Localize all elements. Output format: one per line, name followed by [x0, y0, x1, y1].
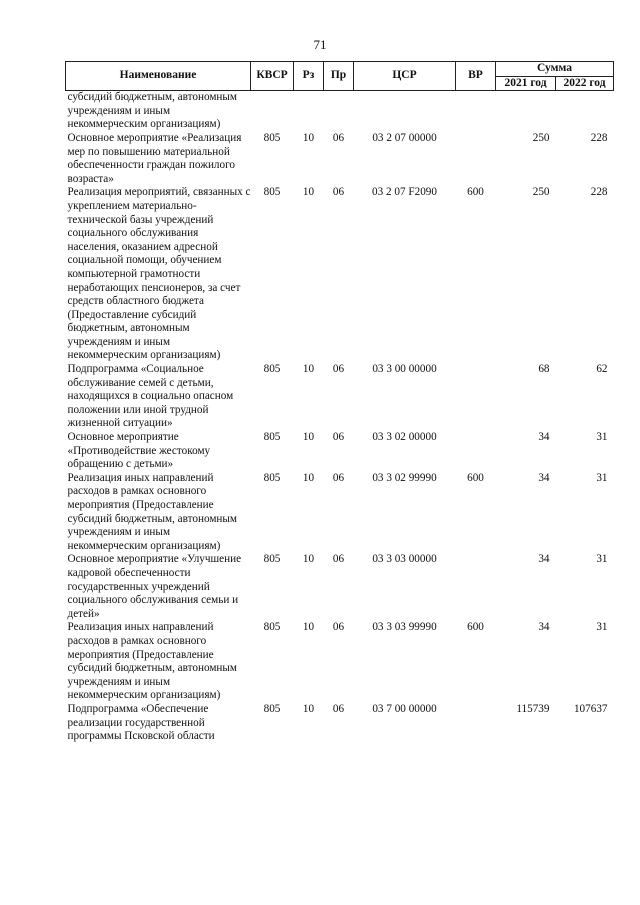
row-kvsr: 805: [263, 186, 281, 199]
header-name: Наименование: [66, 62, 251, 91]
row-pr: 06: [332, 431, 345, 444]
row-sum-2022: 31: [596, 553, 608, 566]
row-rz: 10: [302, 621, 315, 634]
row-csr: [354, 91, 456, 132]
row-name: Реализация иных направлений расходов в рамках основного мероприятия (Предоставление субсидий бюджетным, автономным учреждениям и иным некоммерческим организациям): [67, 621, 237, 702]
table-row: [66, 472, 614, 554]
row-sum-2022: 31: [596, 431, 608, 444]
row-rz: 10: [302, 363, 315, 376]
row-sum-2021: 115739: [516, 702, 550, 715]
row-csr: 03 3 02 00000: [372, 431, 437, 444]
row-sum-2021: 34: [538, 471, 550, 484]
row-pr: 06: [332, 131, 345, 144]
row-pr: 06: [332, 702, 345, 715]
row-sum-2021: 68: [538, 363, 550, 376]
table-row: [66, 621, 614, 703]
row-vr: [456, 703, 496, 744]
row-name: Основное мероприятие «Улучшение кадровой обеспеченности государственных учреждений социального обслуживания семьи и детей»: [67, 553, 242, 620]
row-vr: [456, 553, 496, 621]
row-csr: 03 3 03 00000: [372, 553, 437, 566]
row-name: Подпрограмма «Социальное обслуживание семей с детьми, находящихся в социально опасном положении или иной трудной жизненной ситуации»: [67, 363, 234, 430]
row-pr: 06: [332, 621, 345, 634]
row-sum-2022: 228: [590, 186, 608, 199]
budget-table: [65, 61, 614, 744]
row-rz: 10: [302, 702, 315, 715]
row-name: Основное мероприятие «Реализация мер по повышению материальной обеспеченности граждан пожилого возраста»: [67, 131, 242, 185]
row-csr: 03 2 07 00000: [372, 131, 437, 144]
row-name: Подпрограмма «Обеспечение реализации государственной программы Псковской области: [67, 702, 215, 743]
row-pr: 06: [332, 363, 345, 376]
row-kvsr: 805: [263, 431, 281, 444]
row-sum-2022: 107637: [573, 702, 608, 715]
row-csr: 03 7 00 00000: [372, 702, 437, 715]
header-pr: Пр: [324, 62, 354, 91]
row-csr: 03 3 02 99990: [372, 471, 437, 484]
header-kvsr: КВСР: [251, 62, 294, 91]
row-kvsr: 805: [263, 131, 281, 144]
header-2021: 2021 год: [496, 76, 556, 91]
row-sum-2021: 250: [532, 131, 550, 144]
row-rz: 10: [302, 471, 315, 484]
row-sum-2022: 31: [596, 621, 608, 634]
row-kvsr: 805: [263, 553, 281, 566]
row-sum-2022: 31: [596, 471, 608, 484]
row-sum-2021: 250: [532, 186, 550, 199]
row-rz: 10: [302, 131, 315, 144]
table-row: [66, 363, 614, 431]
row-csr: 03 3 00 00000: [372, 363, 437, 376]
row-name: Реализация иных направлений расходов в рамках основного мероприятия (Предоставление субсидий бюджетным, автономным учреждениям и иным некоммерческим организациям): [67, 471, 237, 552]
row-pr: 06: [332, 471, 345, 484]
row-vr: [456, 431, 496, 472]
row-sum-2022: [556, 91, 614, 132]
row-csr: 03 3 03 99990: [372, 621, 437, 634]
row-pr: 06: [332, 186, 345, 199]
row-rz: 10: [302, 186, 315, 199]
row-pr: [324, 91, 354, 132]
row-name: Реализация мероприятий, связанных с укреплением материально-технической базы учреждений социального обслуживания населения, оказанием адресной социальной помощи, обучением компьютерной грамотности неработающих пенсионеров, за счет средств областного бюджета (Предоставление субсидий бюджетным, автономным учреждениям и иным некоммерческим организациям): [67, 186, 251, 362]
row-kvsr: 805: [263, 621, 281, 634]
table-row: [66, 132, 614, 186]
row-sum-2021: [496, 91, 556, 132]
row-rz: [294, 91, 324, 132]
table-row: [66, 431, 614, 472]
row-rz: 10: [302, 553, 315, 566]
row-vr: 600: [467, 471, 484, 484]
header-csr: ЦСР: [354, 62, 456, 91]
header-rz: Рз: [294, 62, 324, 91]
row-name: Основное мероприятие «Противодействие жестокому обращению с детьми»: [67, 431, 211, 471]
row-vr: 600: [467, 186, 484, 199]
row-vr: 600: [467, 621, 484, 634]
row-vr: [456, 363, 496, 431]
row-kvsr: 805: [263, 471, 281, 484]
row-sum-2021: 34: [538, 553, 550, 566]
row-sum-2022: 62: [596, 363, 608, 376]
header-2022: 2022 год: [556, 76, 614, 91]
table-row: [66, 553, 614, 621]
row-kvsr: [251, 91, 294, 132]
row-rz: 10: [302, 431, 315, 444]
table-row: [66, 186, 614, 363]
row-sum-2021: 34: [538, 431, 550, 444]
row-sum-2021: 34: [538, 621, 550, 634]
row-name: субсидий бюджетным, автономным учреждениям и иным некоммерческим организациям): [67, 91, 237, 131]
row-kvsr: 805: [263, 702, 281, 715]
row-sum-2022: 228: [590, 131, 608, 144]
table-row: [66, 703, 614, 744]
row-csr: 03 2 07 F2090: [372, 186, 437, 199]
row-vr: [456, 91, 496, 132]
header-vr: ВР: [456, 62, 496, 91]
row-vr: [456, 132, 496, 186]
row-kvsr: 805: [263, 363, 281, 376]
table-row: [66, 91, 614, 132]
page-number: 71: [313, 37, 327, 52]
header-sum: Сумма: [496, 62, 614, 77]
row-pr: 06: [332, 553, 345, 566]
